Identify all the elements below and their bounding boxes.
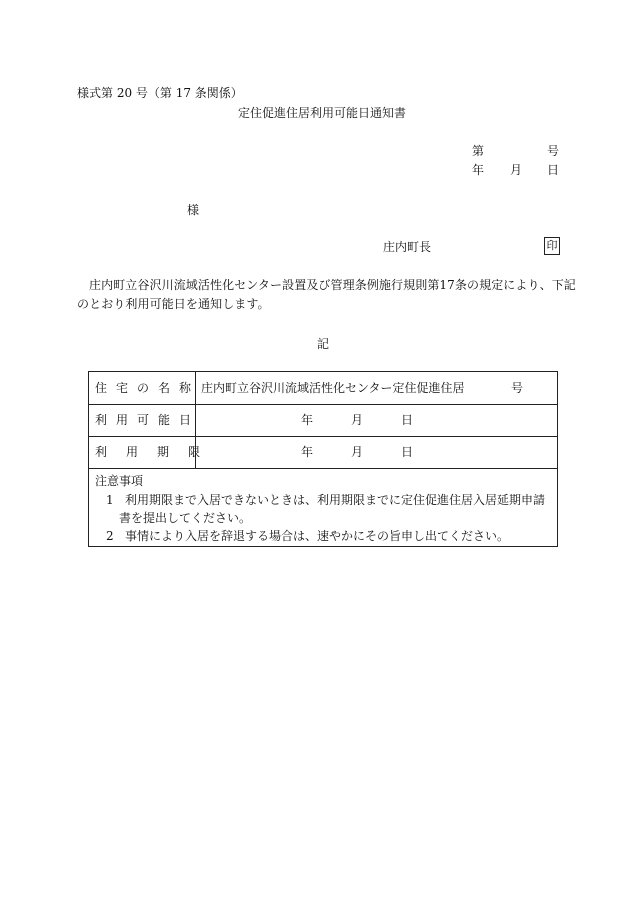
date-year-label: 年 [472, 163, 485, 177]
notes-heading: 注意事項 [95, 474, 144, 488]
issuer-name: 庄内町長 [383, 240, 432, 254]
note-number: 1 [106, 493, 114, 507]
doc-number-prefix: 第 [472, 144, 485, 158]
form-number: 様式第 20 号（第 17 条関係） [77, 86, 243, 100]
housing-number-unit: 号 [511, 381, 524, 395]
doc-number-suffix: 号 [547, 144, 560, 158]
deadline-year-label: 年 [301, 445, 314, 459]
deadline-day-label: 日 [401, 445, 414, 459]
deadline-month-label: 月 [351, 445, 364, 459]
available-month-label: 月 [351, 413, 364, 427]
label-housing-name: 住宅の名称 [95, 381, 201, 395]
table-row-label [95, 381, 201, 395]
date-month-label: 月 [510, 163, 523, 177]
document-title: 定住促進住居利用可能日通知書 [238, 106, 407, 120]
available-day-label: 日 [401, 413, 414, 427]
label-available-date: 利用可能日 [95, 413, 201, 427]
date-day-label: 日 [547, 163, 560, 177]
details-table [88, 371, 558, 547]
label-use-deadline: 利用期限 [95, 445, 220, 459]
note-text-continued: 書を提出してください。 [119, 511, 252, 525]
note-text: 事情により入居を辞退する場合は、速やかにその旨申し出てください。 [125, 529, 510, 543]
note-text: 利用期限まで入居できないときは、利用期限までに定住促進住居入居延期申請 [125, 493, 546, 507]
addressee-suffix: 様 [187, 203, 200, 217]
table-divider [89, 468, 557, 469]
note-number: 2 [106, 529, 114, 543]
table-divider [89, 436, 557, 437]
seal-mark: 印 [544, 237, 560, 255]
available-year-label: 年 [301, 413, 314, 427]
table-divider [89, 404, 557, 405]
ki-heading: 記 [317, 337, 330, 351]
notice-body-text: 庄内町立谷沢川流域活性化センター設置及び管理条例施行規則第17条の規定により、下記のとおり利用可能日を通知します。 [77, 278, 576, 311]
housing-name-value: 庄内町立谷沢川流域活性化センター定住促進住居 [201, 381, 465, 395]
